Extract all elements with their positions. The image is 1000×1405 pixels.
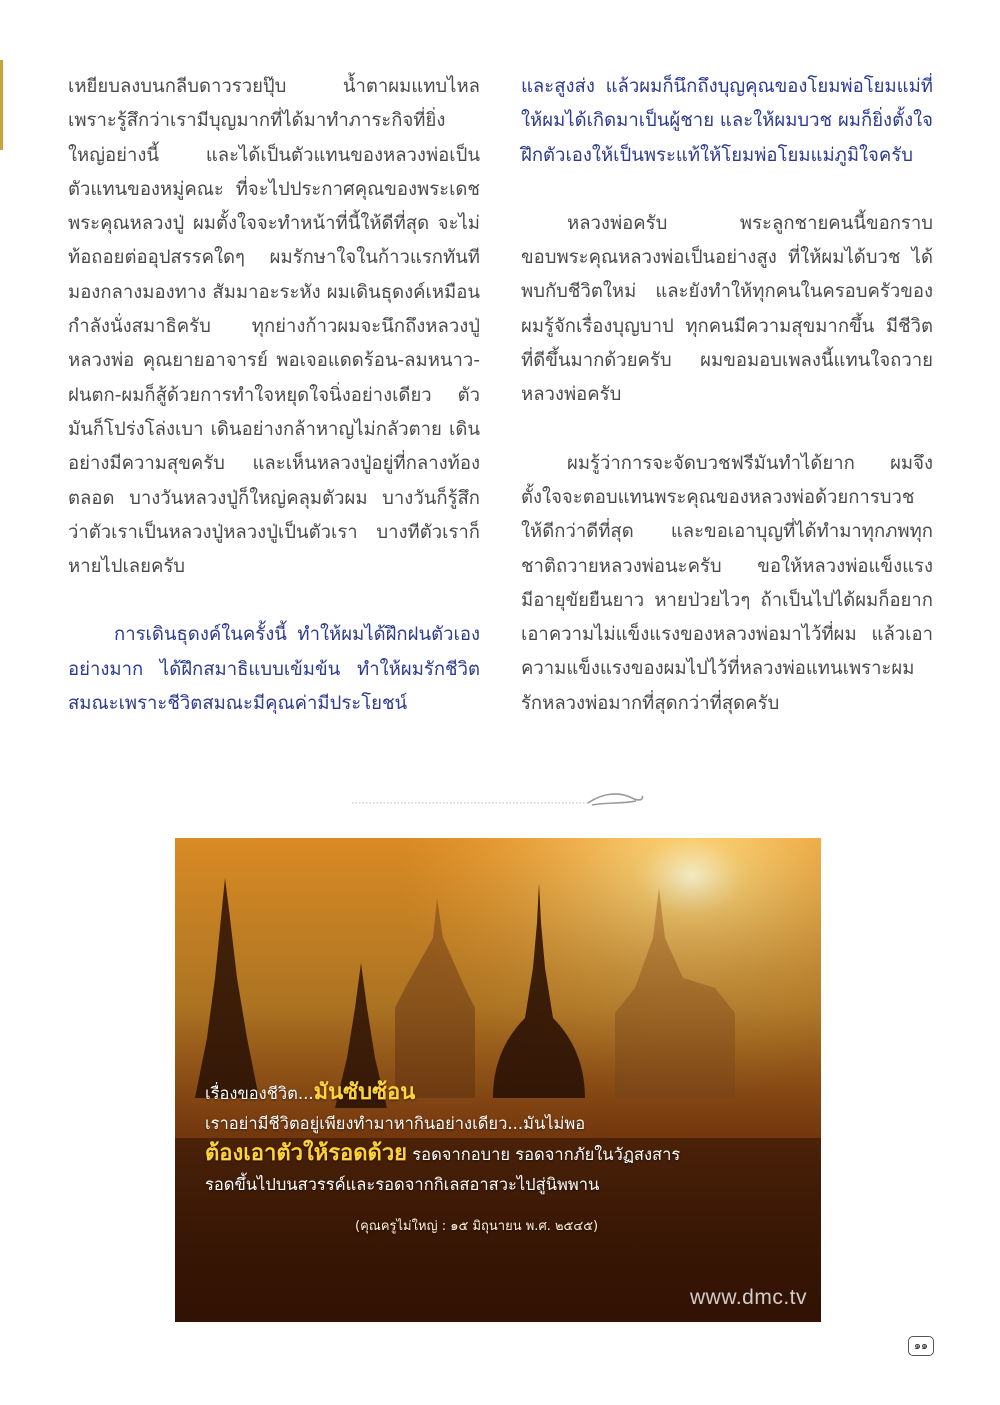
page-number: ๑๑ (908, 1336, 934, 1356)
ornamental-divider (352, 788, 646, 810)
quote-citation: (คุณครูไม่ใหญ่ : ๑๕ มิถุนายน พ.ศ. ๒๕๔๕) (355, 1219, 599, 1234)
left-column (68, 70, 480, 721)
quote-block (205, 1078, 805, 1200)
quote-line-3 (205, 1139, 805, 1170)
quote-line-3-rest: รอดจากอบาย รอดจากภัยในวัฏสงสาร (407, 1145, 681, 1164)
quote-line-2: เราอย่ามีชีวิตอยู่เพียงทำมาหากินอย่างเดียว...มันไม่พอ (205, 1114, 586, 1133)
quote-line-3-highlight: ต้องเอาตัวให้รอดด้วย (205, 1141, 408, 1166)
left-paragraph-2: การเดินธุดงค์ในครั้งนี้ ทำให้ผมได้ฝึกฝนตัวเองอย่างมาก ได้ฝึกสมาธิแบบเข้มข้น ทำให้ผมรักชีวิตสมณะเพราะชีวิตสมณะมีคุณค่ามีประโยชน์ (68, 624, 480, 715)
right-paragraph-1: และสูงส่ง แล้วผมก็นึกถึงบุญคุณของโยมพ่อโยมแม่ที่ให้ผมได้เกิดมาเป็นผู้ชาย และให้ผมบวช ผมก็ยิ่งตั้งใจฝึกตัวเองให้เป็นพระแท้ให้โยมพ่อโยมแม่ภูมิใจครับ (521, 76, 933, 166)
temple-sunset-photo (175, 838, 821, 1322)
quote-line-1-highlight: มันซับซ้อน (313, 1080, 416, 1105)
right-paragraph-2: หลวงพ่อครับ พระลูกชายคนนี้ขอกราบขอบพระคุณหลวงพ่อเป็นอย่างสูง ที่ให้ผมได้บวช ได้พบกับชีวิตใหม่ และยังทำให้ทุกคนในครอบครัวของผมรู้จักเรื่องบุญบาป ทุกคนมีความสุขมากขึ้น มีชีวิตที่ดีขึ้นมากด้วยครับ ผมขอมอบเพลงนี้แทนใจถวายหลวงพ่อครับ (521, 212, 933, 406)
page-edge-mark (0, 60, 3, 150)
dmc-watermark: www.dmc.tv (689, 1286, 807, 1309)
quote-line-1 (205, 1078, 805, 1109)
quote-line-4: รอดขึ้นไปบนสวรรค์และรอดจากกิเลสอาสวะไปสู่นิพพาน (205, 1175, 600, 1194)
right-paragraph-3: ผมรู้ว่าการจะจัดบวชฟรีมันทำได้ยาก ผมจึงตั้งใจจะตอบแทนพระคุณของหลวงพ่อด้วยการบวชให้ดีกว่าดีที่สุด และขอเอาบุญที่ได้ทำมาทุกภพทุกชาติถวายหลวงพ่อนะครับ ขอให้หลวงพ่อแข็งแรง มีอายุขัยยืนยาว หายป่วยไวๆ ถ้าเป็นไปได้ผมก็อยากเอาความไม่แข็งแรงของหลวงพ่อมาไว้ที่ผม แล้วเอาความแข็งแรงของผมไปไว้ที่หลวงพ่อแทนเพราะผมรักหลวงพ่อมากที่สุดกว่าที่สุดครับ (521, 452, 933, 714)
right-column (521, 70, 933, 721)
left-paragraph-1: เหยียบลงบนกลีบดาวรวยปุ๊บ น้ำตาผมแทบไหล เพราะรู้สึกว่าเรามีบุญมากที่ได้มาทำภาระกิจที่ยิ่งใหญ่อย่างนี้ และได้เป็นตัวแทนของหลวงพ่อเป็นตัวแทนของหมู่คณะ ที่จะไปประกาศคุณของพระเดชพระคุณหลวงปู่ ผมตั้งใจจะทำหน้าที่นี้ให้ดีที่สุด จะไม่ท้อถอยต่ออุปสรรคใดๆ ผมรักษาใจในก้าวแรกทันที มองกลางมองทาง สัมมาอะระหัง ผมเดินธุดงค์เหมือนกำลังนั่งสมาธิครับ ทุกย่างก้าวผมจะนึกถึงหลวงปู่ หลวงพ่อ คุณยายอาจารย์ พอเจอแดดร้อน-ลมหนาว-ฝนตก-ผมก็สู้ด้วยการทำใจหยุดใจนิ่งอย่างเดียว ตัวมันก็โปร่งโล่งเบา เดินอย่างกล้าหาญไม่กลัวตาย เดินอย่างมีความสุขครับ และเห็นหลวงปู่อยู่ที่กลางท้องตลอด บางวันหลวงปู่ก็ใหญ่คลุมตัวผม บางวันก็รู้สึกว่าตัวเราเป็นหลวงปู่หลวงปู่เป็นตัวเรา บางทีตัวเราก็หายไปเลยครับ (68, 76, 480, 578)
quote-line-1-lead: เรื่องของชีวิต... (205, 1084, 314, 1103)
